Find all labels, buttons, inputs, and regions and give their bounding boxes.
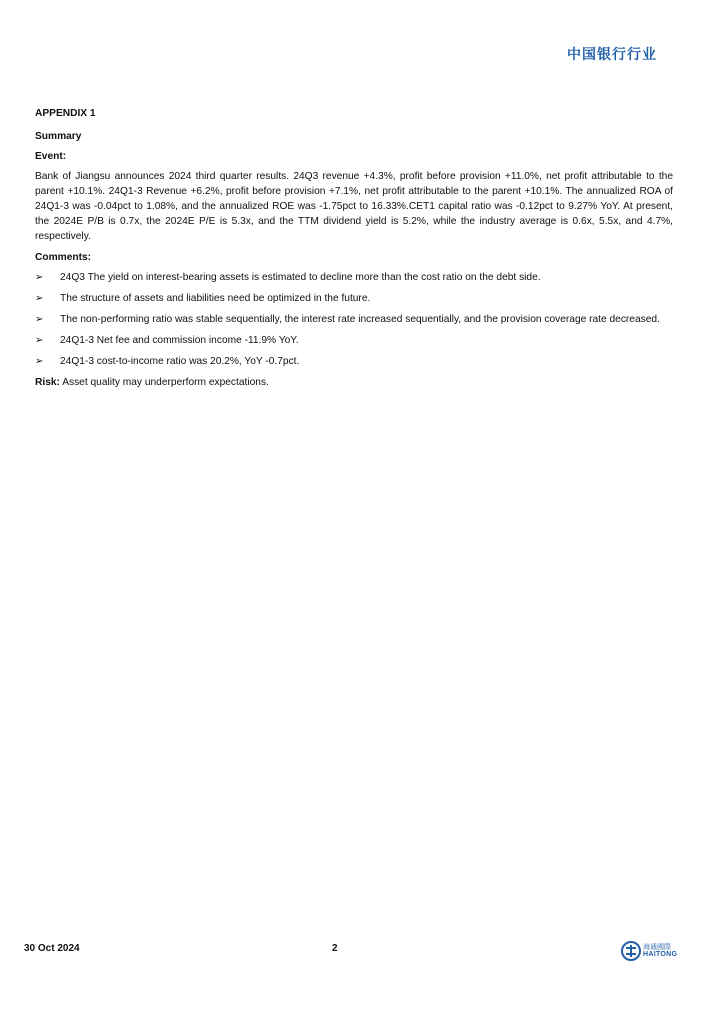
report-category-title: 中国银行行业 [567,47,657,63]
logo-chinese-name: 海通國際 [643,943,671,951]
comments-list [35,270,673,369]
event-paragraph: Bank of Jiangsu announces 2024 third quarter results. 24Q3 revenue +4.3%, profit before provision +11.0%, net profit attributable to the parent +10.1%. 24Q1-3 Revenue +6.2%, profit before provision +7.1%, net profit attributable to the parent +10.1%. The annualized ROA of 24Q1-3 was -0.04pct to 1.08%, and the annualized ROE was -1.75pct to 16.33%.CET1 capital ratio was -0.12pct to 9.27% YoY. At present, the 2024E P/B is 0.7x, the 2024E P/E is 5.3x, and the TTM dividend yield is 5.2%, while the industry average is 0.6x, 5.5x, and 4.7%, respectively. [35,171,673,242]
summary-heading: Summary [35,131,82,142]
comment-text: 24Q3 The yield on interest-bearing assets is estimated to decline more than the cost ratio on the debt side. [60,272,541,283]
comment-text: 24Q1-3 Net fee and commission income -11.9% YoY. [60,335,299,346]
logo-english-name: HAITONG [643,951,678,958]
risk-label: Risk: [35,377,60,388]
comment-text: The non-performing ratio was stable sequentially, the interest rate increased sequentially, and the provision coverage rate decreased. [60,314,660,325]
arrow-bullet-icon: ➢ [35,314,44,325]
comment-item [35,270,673,285]
arrow-bullet-icon: ➢ [35,272,44,283]
page-number: 2 [332,943,338,954]
appendix-content [35,106,673,390]
comment-text: The structure of assets and liabilities need be optimized in the future. [60,293,371,304]
haitong-logo-icon [621,941,641,961]
comment-item [35,291,673,306]
risk-statement [35,375,673,390]
comment-item [35,312,673,327]
comments-heading: Comments: [35,252,92,263]
report-date: 30 Oct 2024 [24,943,80,954]
arrow-bullet-icon: ➢ [35,356,44,367]
risk-text: Asset quality may underperform expectations. [59,377,269,388]
comment-item [35,333,673,348]
appendix-label: APPENDIX 1 [35,108,96,119]
arrow-bullet-icon: ➢ [35,335,44,346]
comment-item [35,354,673,369]
arrow-bullet-icon: ➢ [35,293,44,304]
haitong-logo [621,941,681,965]
event-heading: Event: [35,151,67,162]
comment-text: 24Q1-3 cost-to-income ratio was 20.2%, YoY -0.7pct. [60,356,300,367]
